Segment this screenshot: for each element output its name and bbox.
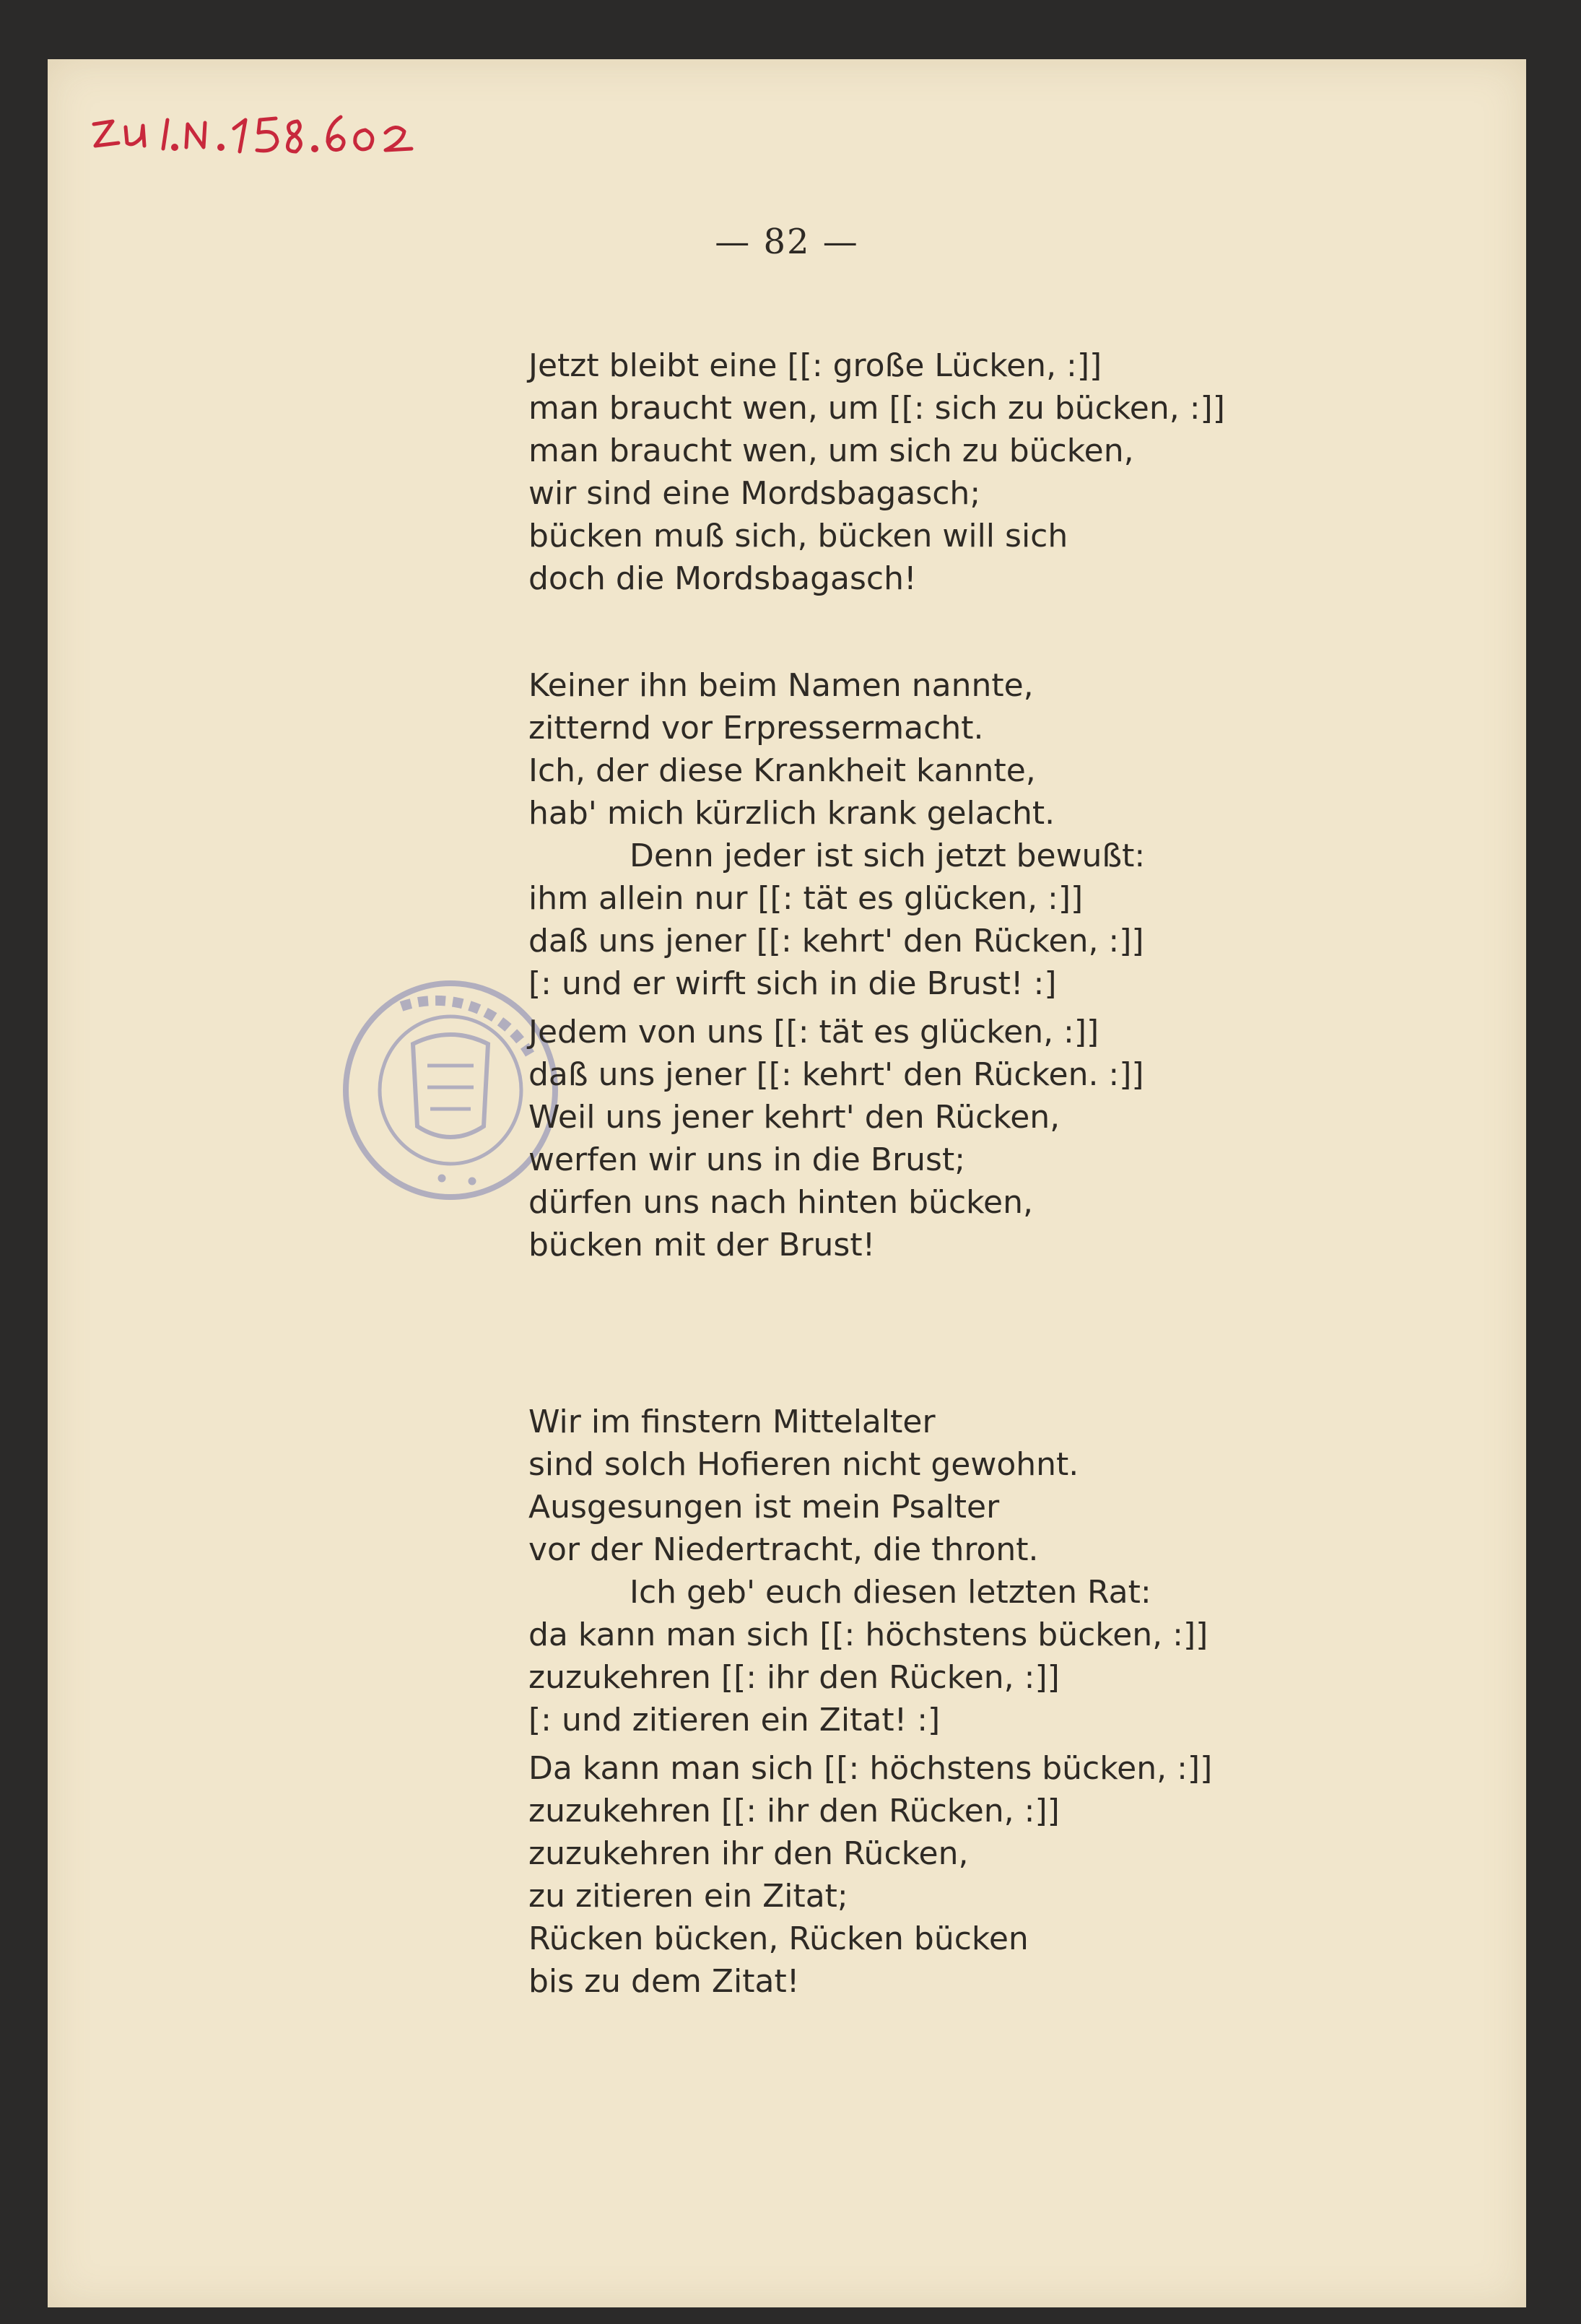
handwritten-shelfmark [79,79,513,166]
verse-line: Ich, der diese Krankheit kannte, [528,752,1036,789]
verse-line: dürfen uns nach hinten bücken, [528,1184,1033,1221]
verse-line: da kann man sich [[: höchstens bücken, :]] [528,1616,1208,1653]
verse-line: wir sind eine Mordsbagasch; [528,475,981,512]
verse-line: Jetzt bleibt eine [[: große Lücken, :]] [528,347,1102,384]
verse-line: Rücken bücken, Rücken bücken [528,1920,1029,1957]
verse-line: zuzukehren ihr den Rücken, [528,1835,969,1872]
stanza-5 [528,1747,1467,2003]
verse-line-indented: Denn jeder ist sich jetzt bewußt: [630,837,1146,874]
verse-line: bücken muß sich, bücken will sich [528,518,1068,554]
verse-line: hab' mich kürzlich krank gelacht. [528,795,1055,832]
verse-line: doch die Mordsbagasch! [528,560,917,597]
stanza-1 [528,344,1467,600]
verse-line: zu zitieren ein Zitat; [528,1878,848,1915]
verse-line: Keiner ihn beim Namen nannte, [528,667,1034,704]
verse-line: bis zu dem Zitat! [528,1963,800,2000]
page-number: — 82 — [715,222,859,262]
verse-line: daß uns jener [[: kehrt' den Rücken. :]] [528,1056,1144,1093]
verse-line: Da kann man sich [[: höchstens bücken, :]] [528,1750,1213,1787]
verse-line-indented: Ich geb' euch diesen letzten Rat: [630,1574,1151,1611]
verse-line: zuzukehren [[: ihr den Rücken, :]] [528,1659,1060,1696]
verse-line: Ausgesungen ist mein Psalter [528,1489,1000,1526]
verse-line: [: und zitieren ein Zitat! :] [528,1702,941,1738]
verse-line: zitternd vor Erpressermacht. [528,710,984,747]
stanza-2 [528,664,1467,1005]
stanza-4 [528,1401,1467,1741]
verse-line: daß uns jener [[: kehrt' den Rücken, :]] [528,923,1144,959]
verse-line: sind solch Hofieren nicht gewohnt. [528,1446,1079,1483]
verse-line: werfen wir uns in die Brust; [528,1141,966,1178]
verse-line: [: und er wirft sich in die Brust! :] [528,965,1057,1002]
stanza-3 [528,1011,1467,1266]
verse-line: vor der Niedertracht, die thront. [528,1531,1039,1568]
verse-line: zuzukehren [[: ihr den Rücken, :]] [528,1793,1060,1829]
verse-line: Weil uns jener kehrt' den Rücken, [528,1099,1060,1136]
verse-line: man braucht wen, um [[: sich zu bücken, :]] [528,390,1225,427]
verse-line: Wir im finstern Mittelalter [528,1403,936,1440]
verse-line: bücken mit der Brust! [528,1227,876,1263]
verse-line: Jedem von uns [[: tät es glücken, :]] [528,1014,1099,1050]
verse-line: ihm allein nur [[: tät es glücken, :]] [528,880,1084,917]
verse-line: man braucht wen, um sich zu bücken, [528,432,1134,469]
document-page [48,59,1526,2307]
